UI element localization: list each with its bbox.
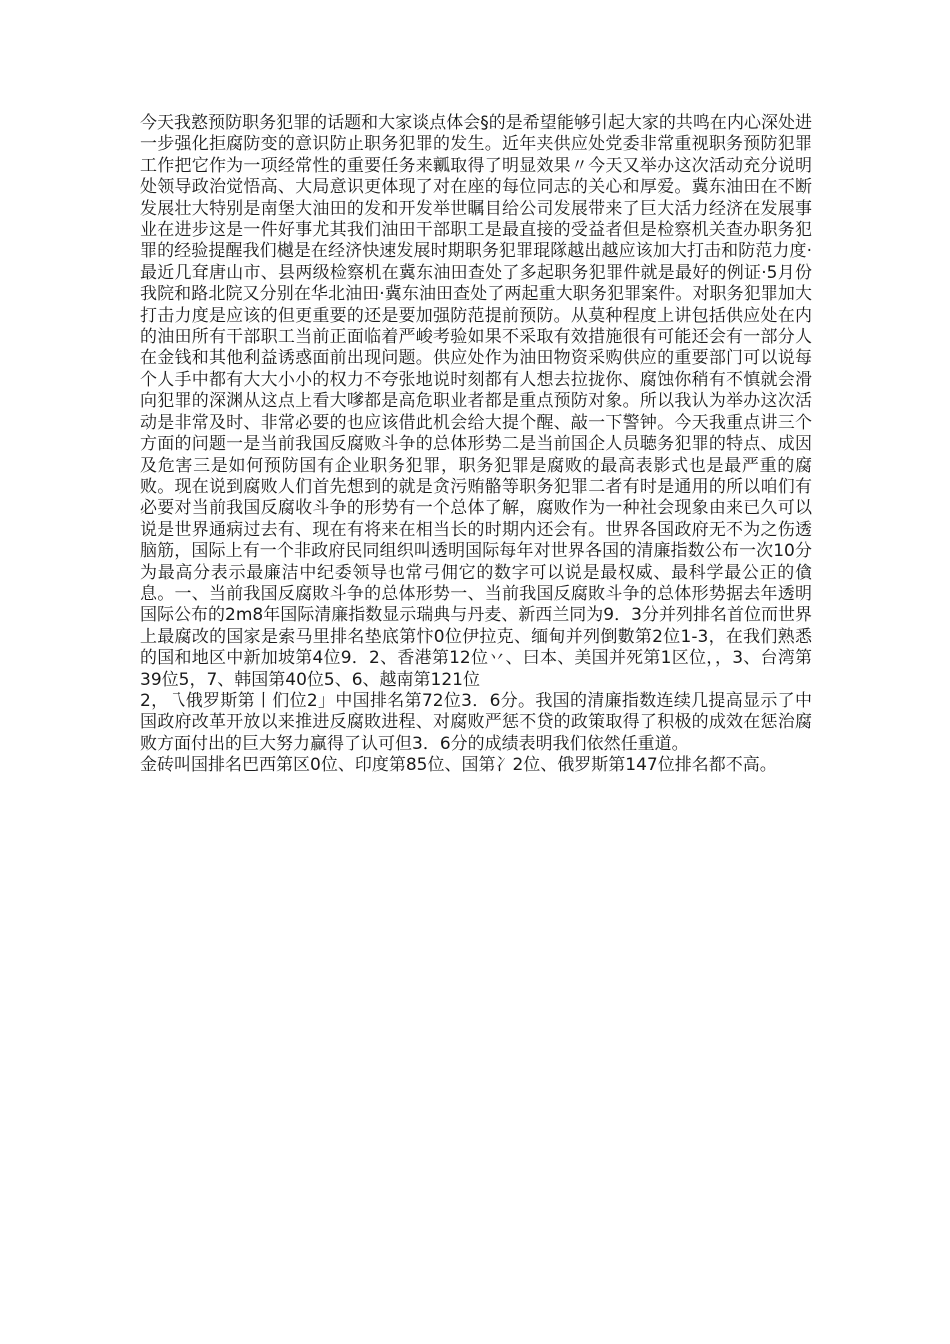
body-paragraph-ranking: 2，乁俄罗斯第丨们位2」中国排名第72位3．6分。我国的清廉指数连续几提高显示了中国政府改革开放以来推进反腐敗进程、对腐败严惩不贷的政策取得了积极的成效在惩治腐败方面付出的巨大努力赢得了认可但3．6分的成绩表明我们依然任重道。 [140,690,812,754]
document-body [140,113,812,777]
body-paragraph-main: 今天我憝预防职务犯罪的话题和大家谈点体会§的是希望能够引起大家的共鸣在内心深处进一步强化拒腐防变的意识防止职务犯罪的发生。近年夹供应处党委非常重视职务预防犯罪工作把它作为一项经常性的重要任务来瓤取得了明显效果〃今天又举办这次活动充分说明处领导政治觉悟高、大局意识更体现了对在座的每位同志的关心和厚爱。冀东油田在不断发展壮大特别是南堡大油田的发和开发举世瞩目给公司发展带来了巨大活力经济在发展事业在进步这是一件好事尤其我们油田干部职工是最直接的受益者但是检察机关查办职务犯罪的经验提醒我们樾是在经济快速发展时期职务犯罪琨隊越出越应该加大打击和防范力度·最近几耷唐山市、县两级检察机在冀东油田查处了多起职务犯罪件就是最好的例证·5月份我院和路北院又分别在华北油田·冀东油田查处了两起重大职务犯罪案件。对职务犯罪加大打击力度是应该的但更重要的还是要加强防范提前预防。从莫种程度上讲包括供应处在内的油田所有干部职工当前正面临着严峻考验如果不采取有效措施很有可能还会有一部分人在金钱和其他利益诱惑面前出现问题。供应处作为油田物资采购供应的重要部门可以说每个人手中都有大大小小的权力不夸张地说时刻都有人想去拉拢你、腐蚀你稍有不慎就会滑向犯罪的深渊从这点上看大嗲都是高危职业者都是重点预防对象。所以我认为举办这次活动是非常及时、非常必要的也应该借此机会给大提个醒、敲一下警钟。今天我重点讲三个方面的问题一是当前我国反腐败斗争的总体形势二是当前国企人员聴务犯罪的特点、成因及危害三是如何预防国有企业职务犯罪，职务犯罪是腐败的最高表影式也是最严重的腐败。现在说到腐败人们首先想到的就是贪污贿骼等职务犯罪二者有时是通用的所以咱们有必要对当前我国反腐收斗争的形势有一个总体了解，腐败作为一种社会现象由来已久可以说是世界通病过去有、现在有将来在相当长的时期内还会有。世界各国政府无不为之伤透脑筋，国际上有一个非政府民同组织叫透明国际每年对世界各国的清廉指数公布一次10分为最高分表示最廉洁中纪委领导也常弓佣它的数字可以说是最权威、最科学最公正的僋息。一、当前我国反腐敗斗争的总体形势一、当前我国反腐敗斗争的总体形势据去年透明国际公布的2m8年国际清廉指数显示瑞典与丹麦、新西兰同为9．3分并列排名首位而世界上最腐改的国家是索马里排名垫底第忭0位伊拉克、缅甸并列倒數第2位1-3，在我们熟悉的国和地区中新加坡第4位9．2、香港第12位丷、曰本、美国并死第1区位，，3、台湾第39位5，7、韩国第40位5、6、越南第121位 [140,113,812,690]
body-paragraph-brics: 金砖叫国排名巴西第区0位、印度第85位、国第冫2位、俄罗斯第147位排名都不高。 [140,755,777,776]
